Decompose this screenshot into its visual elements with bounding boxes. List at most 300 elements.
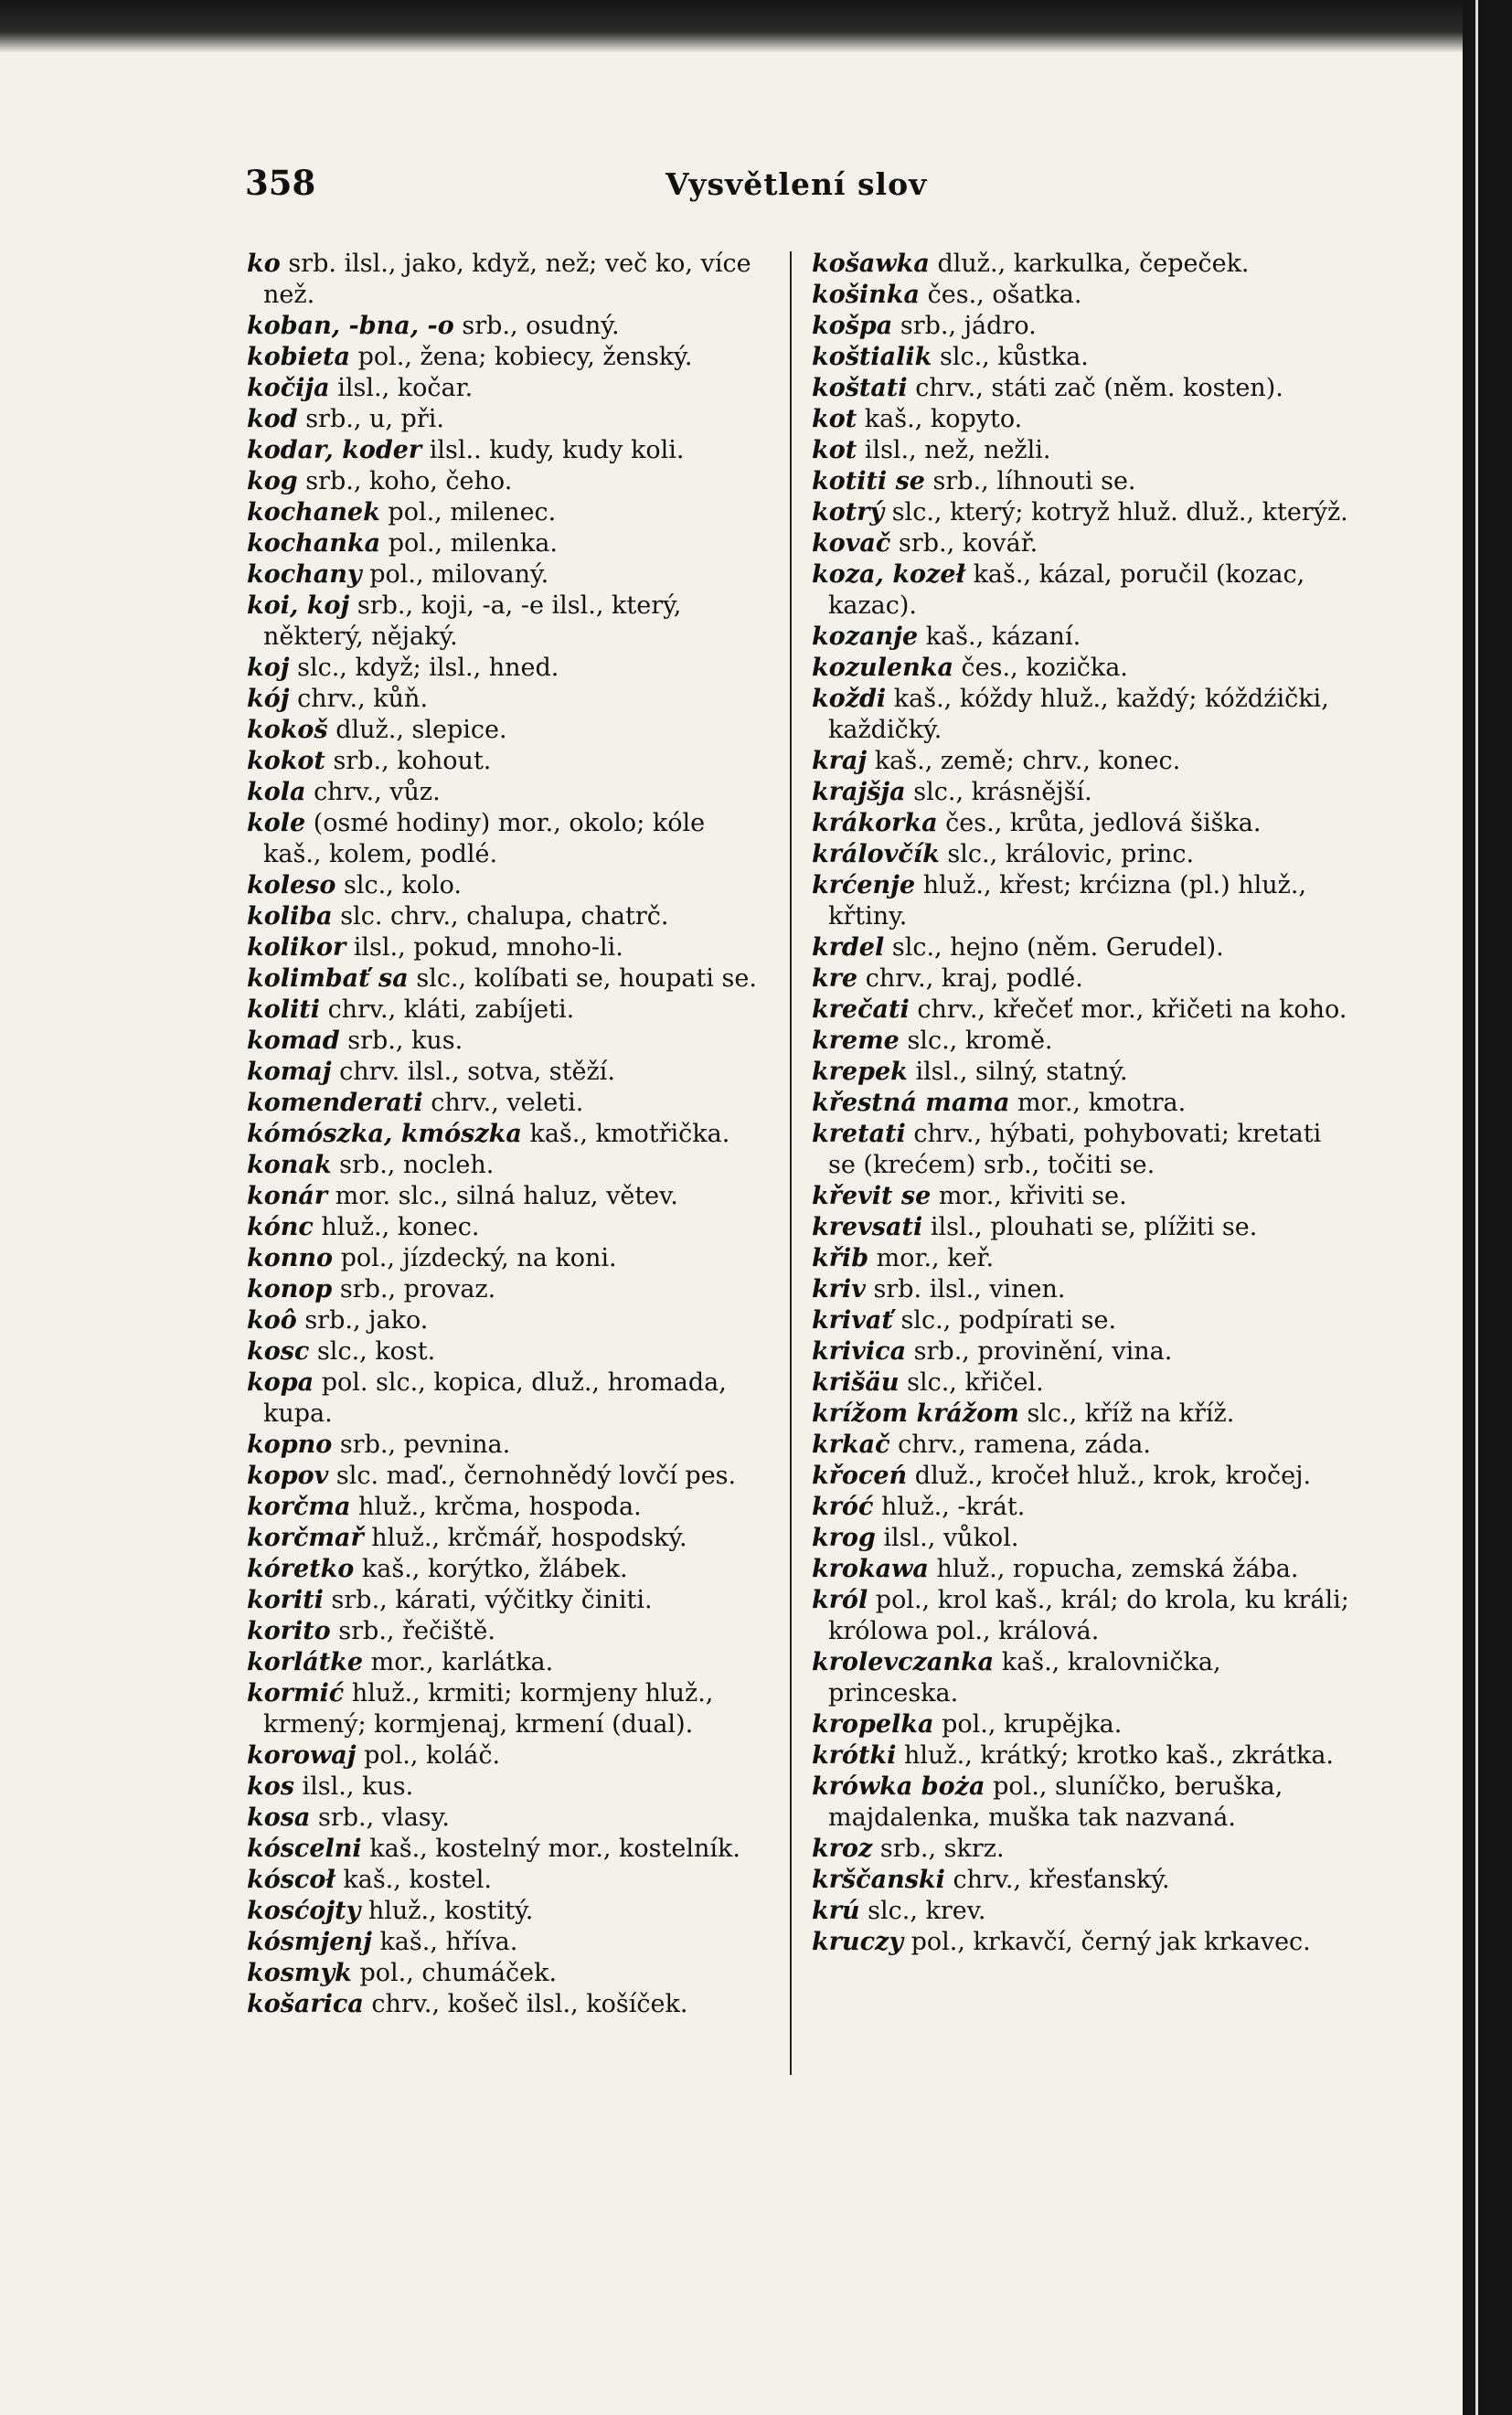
definition: kaš., kralovnička, princeska. [828,1648,1221,1708]
definition: srb., jádro. [900,312,1037,340]
dictionary-entry [812,963,1351,995]
headword: kre [812,964,858,993]
definition: hluž., kostitý. [367,1897,534,1925]
definition: srb., osudný. [462,312,620,340]
headword: kopa [247,1368,314,1397]
headword: komaj [247,1058,332,1086]
dictionary-entry [812,1336,1351,1367]
headword: kot [812,405,857,433]
headword: kónc [247,1213,314,1241]
headword: koban, -bna, -o [247,312,454,340]
definition: ilsl., vůkol. [883,1524,1019,1552]
dictionary-entry [247,1492,759,1523]
dictionary-entry [812,932,1351,963]
dictionary-entry [812,1647,1351,1709]
definition: chrv., kláti, zabíjeti. [327,995,575,1024]
definition: ilsl., než, nežli. [864,436,1051,464]
dictionary-entry [812,1430,1351,1461]
definition: ilsl., plouhati se, plížiti se. [930,1213,1258,1241]
headword: kretati [812,1120,906,1148]
headword: kómószka, kmószka [247,1120,522,1148]
dictionary-entry [247,249,759,311]
headword: koliti [247,995,320,1024]
headword: kroz [812,1835,873,1863]
headword: krkač [812,1431,890,1459]
headword: krščanski [812,1866,945,1894]
headword: konno [247,1244,333,1272]
definition: chrv., kůň. [297,685,429,713]
dictionary-entry [812,497,1351,528]
definition: srb., kohout. [333,747,492,775]
dictionary-entry [247,808,759,870]
dictionary-entry [812,528,1351,559]
headword: košarica [247,1990,364,2018]
definition: pol., chumáček. [359,1959,558,1987]
definition: slc., kromě. [907,1027,1053,1055]
definition: pol., krupějka. [942,1710,1123,1739]
definition: pol., jízdecký, na koni. [340,1244,617,1272]
definition: ilsl., silný, statný. [915,1058,1128,1086]
dictionary-entry [812,1554,1351,1585]
dictionary-entry [812,995,1351,1026]
definition: pol. slc., kopica, dluž., hromada, kupa. [263,1368,727,1428]
headword: košawka [812,250,930,278]
definition: pol., žena; kobiecy, ženský. [357,343,693,371]
definition: kaš., kostelný mor., kostelník. [369,1835,740,1863]
right-column [812,249,1351,1958]
definition: slc., kolíbati se, houpati se. [416,964,757,993]
dictionary-entry [812,839,1351,870]
headword: krćenje [812,871,916,899]
dictionary-entry [247,1678,759,1740]
dictionary-entry [812,1771,1351,1834]
dictionary-entry [247,1243,759,1274]
definition: chrv., košeč ilsl., košíček. [371,1990,688,2018]
headword: kolimbať sa [247,964,409,993]
definition: chrv. ilsl., sotva, stěží. [339,1058,615,1086]
dictionary-entry [247,1430,759,1461]
dictionary-entry [812,777,1351,808]
dictionary-entry [247,528,759,559]
headword: krolevczanka [812,1648,995,1676]
definition: srb., jako. [304,1306,429,1335]
headword: krdel [812,933,885,962]
dictionary-entry [247,1896,759,1927]
headword: kolikor [247,933,346,962]
dictionary-entry [247,932,759,963]
dictionary-entry [812,1927,1351,1958]
headword: kola [247,778,306,806]
dictionary-entry [812,1305,1351,1336]
headword: křestná mama [812,1089,1010,1117]
dictionary-entry [812,653,1351,684]
headword: kóretko [247,1555,355,1583]
definition: slc. chrv., chalupa, chatrč. [340,902,669,931]
definition: chrv., hýbati, pohybovati; kretati se (krećem) srb., točiti se. [828,1120,1322,1179]
definition: srb., řečiště. [338,1617,495,1645]
definition: slc., kříž na kříž. [1027,1399,1235,1428]
dictionary-entry [812,1896,1351,1927]
dictionary-entry [247,559,759,590]
headword: kovač [812,529,891,558]
headword: kosc [247,1337,310,1366]
dictionary-entry [812,466,1351,497]
definition: hluž., krčmář, hospodský. [371,1524,687,1552]
dictionary-entry [812,373,1351,404]
dictionary-entry [812,1461,1351,1492]
definition: chrv., ramena, záda. [898,1431,1151,1459]
headword: krú [812,1897,860,1925]
dictionary-entry [247,901,759,932]
dictionary-entry [812,1181,1351,1212]
definition: srb., provaz. [339,1275,496,1303]
dictionary-entry [247,1212,759,1243]
definition: slc., když; ilsl., hned. [297,654,559,682]
headword: kriv [812,1275,866,1303]
headword: korlátke [247,1648,364,1676]
headword: ko [247,250,281,278]
definition: srb., pevnina. [339,1431,511,1459]
headword: króć [812,1493,874,1521]
dictionary-entry [247,1771,759,1803]
headword: kóscelni [247,1835,362,1863]
dictionary-entry [812,435,1351,466]
definition: srb., koji, -a, -e ilsl., který, některý, nějaký. [263,591,682,651]
definition: hluž., krmiti; kormjeny hluž., krmený; kormjenaj, krmení (dual). [263,1679,714,1739]
headword: koô [247,1306,297,1335]
definition: kaš., kázal, poručil (kozac, kazac). [828,560,1305,620]
definition: slc. maď., černohnědý lovčí pes. [335,1462,737,1490]
headword: kropelka [812,1710,934,1739]
definition: kaš., kopyto. [864,405,1023,433]
dictionary-entry [812,622,1351,653]
definition: kaš., země; chrv., konec. [874,747,1181,775]
headword: kruczy [812,1928,904,1956]
definition: kaš., kostel. [343,1866,492,1894]
definition: pol., krkavčí, černý jak krkavec. [910,1928,1311,1956]
headword: krákorka [812,809,938,837]
dictionary-entry [247,995,759,1026]
dictionary-entry [247,1026,759,1057]
definition: dluž., kročeł hluž., krok, kročej. [914,1462,1312,1490]
definition: chrv., kraj, podlé. [865,964,1083,993]
headword: kój [247,685,290,713]
headword: kosmyk [247,1959,352,1987]
definition: kaš., korýtko, žlábek. [361,1555,628,1583]
definition: čes., kozička. [961,654,1128,682]
headword: krajšja [812,778,906,806]
dictionary-entry [812,1243,1351,1274]
dictionary-entry [247,1150,759,1181]
definition: pol., milovaný. [369,560,549,589]
definition: slc., královic, princ. [947,840,1195,868]
definition: srb., nocleh. [339,1151,495,1179]
definition: srb. ilsl., jako, když, než; več ko, více než. [263,250,751,309]
definition: srb., kovář. [898,529,1038,558]
definition: hluž., křest; krćizna (pl.) hluž., křtiny. [828,871,1307,931]
definition: dluž., slepice. [335,716,507,744]
dictionary-entry [247,653,759,684]
headword: kokot [247,747,325,775]
dictionary-entry [247,466,759,497]
dictionary-entry [247,342,759,373]
headword: koštati [812,374,908,402]
headword: košpa [812,312,893,340]
dictionary-entry [247,1305,759,1336]
headword: kobieta [247,343,350,371]
dictionary-entry [812,1088,1351,1119]
dictionary-entry [812,1709,1351,1740]
dictionary-entry [812,1119,1351,1181]
definition: kaš., kmotřička. [529,1120,730,1148]
definition: ilsl., pokud, mnoho-li. [353,933,623,962]
dictionary-entry [247,1057,759,1088]
headword: kraj [812,747,868,775]
definition: slc., kůstka. [939,343,1089,371]
dictionary-entry [812,1367,1351,1399]
headword: koj [247,654,290,682]
dictionary-entry [247,497,759,528]
dictionary-entry [247,1119,759,1150]
dictionary-entry [247,1461,759,1492]
dictionary-entry [247,1834,759,1865]
definition: pol., milenec. [388,498,557,527]
dictionary-entry [247,1274,759,1305]
headword: krečati [812,995,910,1024]
dictionary-entry [812,1212,1351,1243]
headword: krížom krážom [812,1399,1019,1428]
headword: kopov [247,1462,329,1490]
scan-top-edge [0,0,1472,53]
dictionary-entry [247,1803,759,1834]
definition: ilsl., kus. [302,1772,414,1801]
headword: kozulenka [812,654,953,682]
dictionary-entry [812,808,1351,839]
dictionary-entry [812,280,1351,311]
dictionary-entry [812,1492,1351,1523]
headword: křib [812,1244,869,1272]
dictionary-entry [247,1927,759,1958]
definition: slc., který; kotryž hluž. dluž., kterýž. [891,498,1348,527]
headword: korito [247,1617,331,1645]
page-number: 358 [245,163,316,203]
headword: kopno [247,1431,333,1459]
headword: koliba [247,902,333,931]
dictionary-entry [247,1616,759,1647]
headword: konár [247,1182,328,1210]
dictionary-entry [247,1740,759,1771]
headword: komad [247,1027,340,1055]
definition: pol., krol kaš., král; do krola, ku králi; królowa pol., králová. [828,1586,1349,1645]
definition: srb., líhnouti se. [932,467,1136,495]
headword: koštialik [812,343,932,371]
running-head: Vysvětlení slov [665,166,928,202]
headword: komenderati [247,1089,423,1117]
definition: chrv., veleti. [431,1089,584,1117]
dictionary-entry [247,1367,759,1430]
definition: slc., krev. [868,1897,986,1925]
definition: kaš., kázaní. [925,622,1081,651]
headword: kod [247,405,298,433]
dictionary-entry [247,1989,759,2020]
headword: kóscoł [247,1866,335,1894]
dictionary-entry [247,870,759,901]
dictionary-entry [812,404,1351,435]
headword: krevsati [812,1213,923,1241]
dictionary-entry [812,1026,1351,1057]
dictionary-entry [247,1554,759,1585]
dictionary-entry [812,559,1351,622]
headword: koi, koj [247,591,350,620]
definition: hluž., -krát. [880,1493,1026,1521]
headword: krokawa [812,1555,929,1583]
headword: kole [247,809,306,837]
headword: korowaj [247,1741,357,1770]
headword: koza, kozeł [812,560,965,589]
headword: kosa [247,1803,311,1832]
dictionary-entry [247,311,759,342]
dictionary-entry [812,1834,1351,1865]
dictionary-entry [247,1958,759,1989]
definition: hluž., krátký; krotko kaš., zkrátka. [903,1741,1334,1770]
definition: slc., křičel. [907,1368,1044,1397]
definition: srb., skrz. [879,1835,1005,1863]
dictionary-entry [812,249,1351,280]
headword: koleso [247,871,336,899]
definition: mor., keř. [876,1244,995,1272]
definition: (osmé hodiny) mor., okolo; kóle kaš., kolem, podlé. [263,809,706,868]
dictionary-entry [247,746,759,777]
headword: kochany [247,560,362,589]
dictionary-entry [812,1274,1351,1305]
dictionary-entry [247,1336,759,1367]
dictionary-entry [247,435,759,466]
headword: kotiti se [812,467,925,495]
definition: srb., vlasy. [318,1803,450,1832]
dictionary-entry [247,684,759,715]
headword: koždi [812,685,887,713]
definition: slc., kolo. [343,871,462,899]
headword: kormić [247,1679,345,1708]
definition: kaš., hříva. [379,1928,518,1956]
headword: koriti [247,1586,324,1614]
dictionary-entry [812,342,1351,373]
headword: kos [247,1772,294,1801]
headword: krišäu [812,1368,900,1397]
headword: košinka [812,281,921,309]
definition: pol., milenka. [388,529,558,558]
scan-right-edge [1463,0,1512,2415]
headword: korčmař [247,1524,364,1552]
definition: slc., kost. [316,1337,436,1366]
definition: dluž., karkulka, čepeček. [937,250,1250,278]
dictionary-entry [812,1865,1351,1896]
dictionary-entry [247,404,759,435]
dictionary-entry [812,1057,1351,1088]
headword: krepek [812,1058,908,1086]
headword: kósmjenj [247,1928,372,1956]
headword: kreme [812,1027,900,1055]
headword: kochanek [247,498,380,527]
headword: královčík [812,840,940,868]
definition: čes., krůta, jedlová šiška. [945,809,1262,837]
dictionary-entry [247,715,759,746]
dictionary-entry [247,1647,759,1678]
dictionary-entry [247,1088,759,1119]
definition: kaš., kóždy hluž., každý; kóždźički, každičký. [828,685,1329,744]
headword: kotrý [812,498,885,527]
headword: kog [247,467,298,495]
dictionary-entry [247,963,759,995]
headword: kodar, koder [247,436,422,464]
definition: hluž., ropucha, zemská žába. [936,1555,1299,1583]
dictionary-entry [812,1523,1351,1554]
definition: srb., kus. [347,1027,463,1055]
headword: kochanka [247,529,381,558]
definition: mor., kmotra. [1017,1089,1187,1117]
headword: kosćojty [247,1897,361,1925]
definition: mor., křiviti se. [938,1182,1127,1210]
definition: hluž., krčma, hospoda. [358,1493,642,1521]
dictionary-entry [247,1585,759,1616]
dictionary-entry [247,1865,759,1896]
dictionary-entry [812,311,1351,342]
definition: pol., sluníčko, beruška, majdalenka, muška tak nazvaná. [828,1772,1283,1832]
definition: chrv., státi zač (něm. kosten). [915,374,1283,402]
dictionary-entry [247,590,759,653]
headword: kočija [247,374,330,402]
headword: konop [247,1275,333,1303]
definition: slc., podpírati se. [900,1306,1117,1335]
definition: ilsl., kočar. [337,374,474,402]
dictionary-entry [812,746,1351,777]
dictionary-entry [247,1181,759,1212]
headword: krówka boża [812,1772,985,1801]
dictionary-entry [812,684,1351,746]
headword: krivať [812,1306,893,1335]
definition: hluž., konec. [321,1213,480,1241]
left-column [247,249,759,2020]
dictionary-entry [247,777,759,808]
headword: kot [812,436,857,464]
column-divider [790,251,792,2075]
headword: konak [247,1151,332,1179]
definition: ilsl.. kudy, kudy koli. [429,436,685,464]
definition: chrv., křesťanský. [953,1866,1170,1894]
headword: korčma [247,1493,351,1521]
headword: król [812,1586,868,1614]
headword: kokoš [247,716,328,744]
definition: srb., u, při. [305,405,444,433]
definition: pol., koláč. [364,1741,501,1770]
dictionary-entry [812,1740,1351,1771]
definition: chrv., křečeť mor., křičeti na koho. [917,995,1347,1024]
headword: krótki [812,1741,897,1770]
dictionary-entry [812,870,1351,932]
headword: křevit se [812,1182,932,1210]
dictionary-entry [812,1585,1351,1647]
headword: krog [812,1524,876,1552]
dictionary-entry [247,373,759,404]
definition: chrv., vůz. [314,778,441,806]
dictionary-entry [812,1399,1351,1430]
definition: mor. slc., silná haluz, větev. [335,1182,678,1210]
definition: slc., krásnější. [913,778,1092,806]
dictionary-entry [247,1523,759,1554]
definition: srb., kárati, výčitky činiti. [331,1586,653,1614]
definition: srb., koho, čeho. [305,467,513,495]
definition: mor., karlátka. [370,1648,554,1676]
